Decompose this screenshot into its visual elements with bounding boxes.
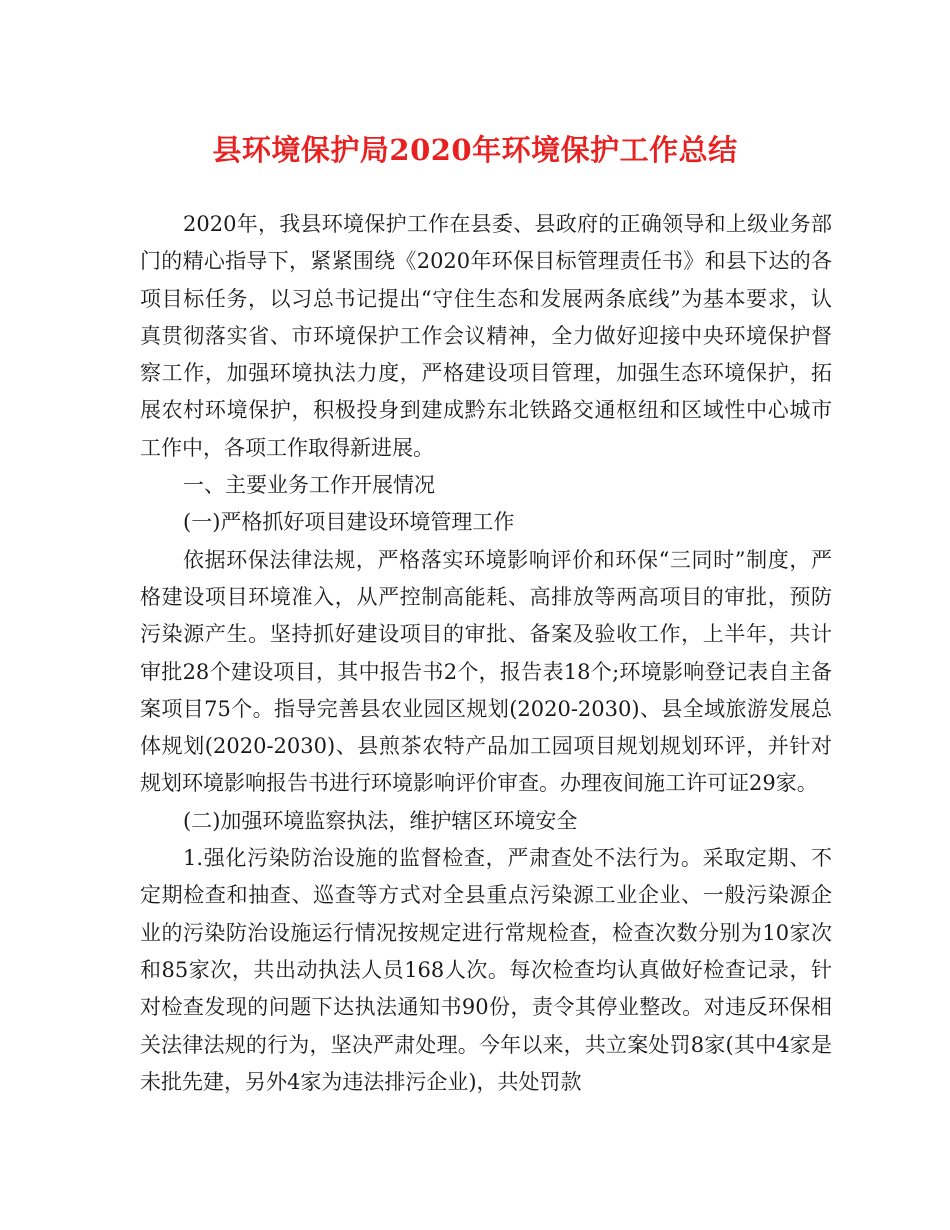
subsection-heading: (一)严格抓好项目建设环境管理工作 — [183, 510, 515, 535]
intro-paragraph: 2020年，我县环境保护工作在县委、县政府的正确领导和上级业务部门的精心指导下，紧紧围绕《2020年环保目标管理责任书》和县下达的各项目标任务，以习总书记提出“守住生态和发展两条底线”为基本要求，认真贯彻落实省、市环境保护工作会议精神，全力做好迎接中央环境保护督察工作，加强环境执法力度，严格建设项目管理，加强生态环境保护，拓展农村环境保护，积极投身到建成黔东北铁路交通枢纽和区域性中心城市工作中，各项工作取得新进展。 — [140, 212, 832, 460]
body-paragraph: 依据环保法律法规，严格落实环境影响评价和环保“三同时”制度，严格建设项目环境准入，从严控制高能耗、高排放等两高项目的审批，预防污染源产生。坚持抓好建设项目的审批、备案及验收工作，上半年，共计审批28个建设项目，其中报告书2个，报告表18个;环境影响登记表自主备案项目75个。指导完善县农业园区规划(2020-2030)、县全域旅游发展总体规划(2020-2030)、县煎茶农特产品加工园项目规划规划环评，并针对规划环境影响报告书进行环境影响评价审查。办理夜间施工许可证29家。 — [140, 547, 832, 796]
document-title: 县环境保护局2020年环境保护工作总结 — [212, 133, 738, 167]
subsection-heading: (二)加强环境监察执法，维护辖区环境安全 — [183, 808, 578, 833]
section-heading: 一、主要业务工作开展情况 — [183, 473, 435, 498]
document-body — [140, 206, 832, 1101]
body-paragraph: 1.强化污染防治设施的监督检查，严肃查处不法行为。采取定期、不定期检查和抽查、巡查等方式对全县重点污染源工业企业、一般污染源企业的污染防治设施运行情况按规定进行常规检查，检查次数分别为10家次和85家次，共出动执法人员168人次。每次检查均认真做好检查记录，针对检查发现的问题下达执法通知书90份，责令其停业整改。对违反环保相关法律法规的行为，坚决严肃处理。今年以来，共立案处罚8家(其中4家是未批先建，另外4家为违法排污企业)，共处罚款 — [140, 846, 832, 1094]
